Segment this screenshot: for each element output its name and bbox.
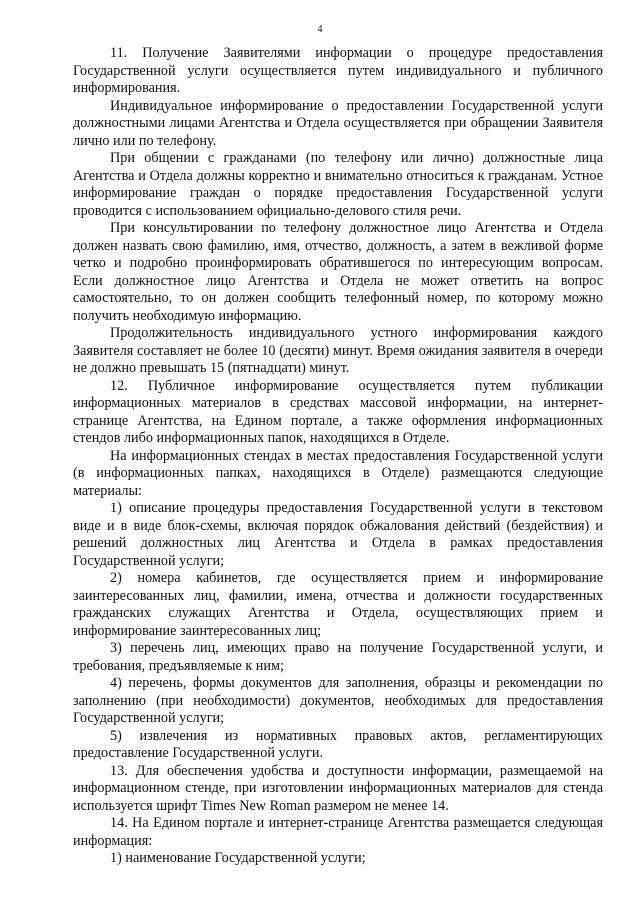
paragraph-duration: Продолжительность индивидуального устного информирования каждого Заявителя составляет не более 10 (десяти) минут. Время ожидания заявителя в очереди не должно превышать 15 (пятнадцати) минут.: [73, 325, 603, 376]
paragraph-stands-materials: На информационных стендах в местах предоставления Государственной услуги (в информационных папках, находящихся в Отделе) размещаются следующие материалы:: [73, 447, 603, 499]
document-body: [73, 45, 603, 868]
list-item-3-eligible: 3) перечень лиц, имеющих право на получение Государственной услуги, и требования, предъявляемые к ним;: [73, 640, 603, 674]
page-number: 4: [317, 24, 323, 35]
paragraph-phone-consulting: При консультировании по телефону должностное лицо Агентства и Отдела должен назвать свою фамилию, имя, отчество, должность, а затем в вежливой форме четко и подробно проинформировать обратившегося по интересующим вопросам. Если должностное лицо Агентства и Отдела не может ответить на вопрос самостоятельно, то он должен сообщить телефонный номер, по которому можно получить необходимую информацию.: [73, 220, 603, 324]
list-item-service-name: 1) наименование Государственной услуги;: [110, 850, 366, 866]
paragraph-13-font: 13. Для обеспечения удобства и доступности информации, размещаемой на информационном стенде, при изготовлении информационных материалов для стенда используется шрифт Times New Roman размером не менее 14.: [73, 762, 603, 814]
paragraph-12-public-informing: 12. Публичное информирование осуществляется путем публикации информационных материалов в средствах массовой информации, на интернет-странице Агентства, на Едином портале, а также оформления информационных стендов либо информационных папок, находящихся в Отделе.: [73, 377, 603, 446]
list-item-4-forms: 4) перечень, формы документов для заполнения, образцы и рекомендации по заполнению (при необходимости) документов, необходимых для предоставления Государственной услуги;: [73, 675, 603, 726]
list-item-1-procedure: 1) описание процедуры предоставления Государственной услуги в текстовом виде и в виде блок-схемы, включая порядок обжалования действий (бездействия) и решений должностных лиц Агентства и Отдела в рамках предоставления Государственной услуги;: [73, 500, 603, 569]
paragraph-individual-informing: Индивидуальное информирование о предоставлении Государственной услуги должностными лицами Агентства и Отдела осуществляется при обращении Заявителя лично или по телефону.: [73, 97, 603, 149]
paragraph-14-portal: 14. На Едином портале и интернет-странице Агентства размещается следующая информация:: [73, 815, 603, 849]
list-item-2-offices: 2) номера кабинетов, где осуществляется прием и информирование заинтересованных лиц, фамилии, имена, отчества и должности государственных гражданских служащих Агентства и Отдела, осуществляющих прием и информирование заинтересованных лиц;: [73, 570, 603, 639]
paragraph-11-intro: 11. Получение Заявителями информации о процедуре предоставления Государственной услуги осуществляется путем индивидуального и публичного информирования.: [73, 45, 603, 96]
paragraph-communication-rules: При общении с гражданами (по телефону или лично) должностные лица Агентства и Отдела должны корректно и внимательно относиться к гражданам. Устное информирование граждан о порядке предоставления Государственной услуги проводится с использованием официально-делового стиля речи.: [73, 150, 603, 219]
list-item-5-extracts: 5) извлечения из нормативных правовых актов, регламентирующих предоставление Государственной услуги.: [73, 727, 603, 761]
